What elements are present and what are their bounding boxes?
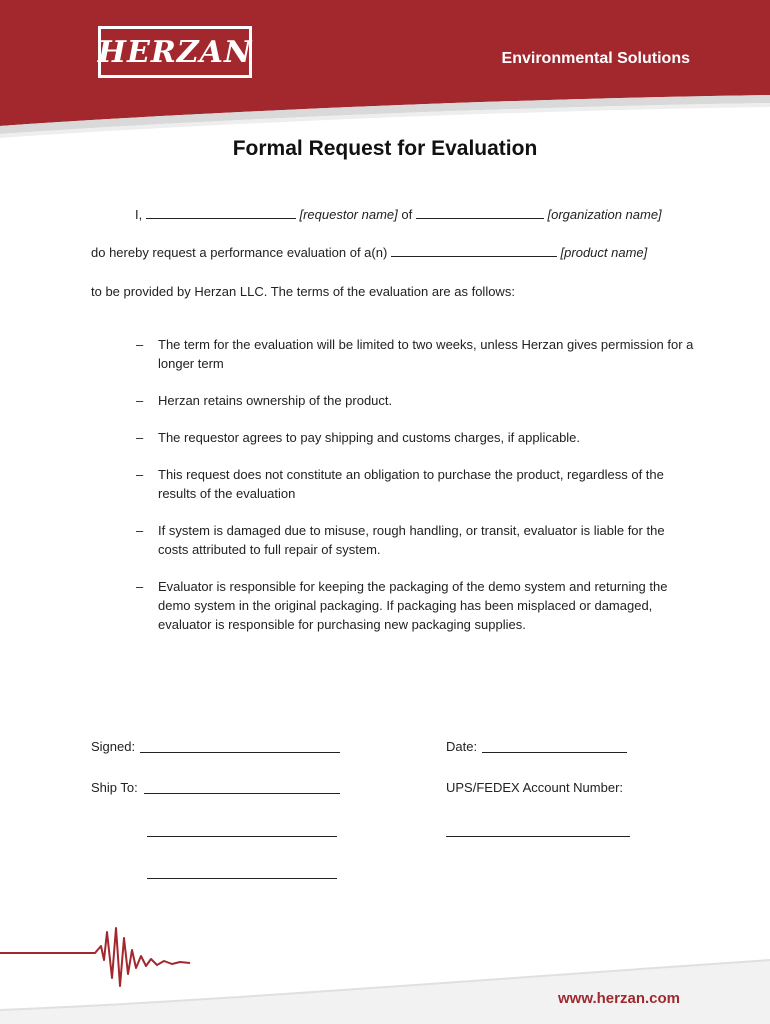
dash-bullet: – xyxy=(136,337,144,352)
ship-to-field-1[interactable] xyxy=(144,793,340,794)
footer-url[interactable]: www.herzan.com xyxy=(558,990,680,1007)
ship-to-field-2[interactable] xyxy=(147,836,337,837)
intro-line-1 xyxy=(135,207,662,222)
signature-field[interactable] xyxy=(140,752,340,753)
account-number-field[interactable] xyxy=(446,836,630,837)
date-field[interactable] xyxy=(482,752,627,753)
intro-line-3: to be provided by Herzan LLC. The terms of the evaluation are as follows: xyxy=(91,284,515,299)
term-item xyxy=(136,465,696,503)
term-item xyxy=(136,577,696,634)
organization-hint: [organization name] xyxy=(547,207,662,222)
terms-list xyxy=(136,335,696,652)
term-item xyxy=(136,391,696,410)
intro-prefix: I, xyxy=(135,207,143,222)
term-item xyxy=(136,521,696,559)
request-text: do hereby request a performance evaluation of a(n) xyxy=(91,245,388,260)
term-text: The requestor agrees to pay shipping and customs charges, if applicable. xyxy=(158,430,581,445)
of-text: of xyxy=(401,207,413,222)
product-hint: [product name] xyxy=(560,245,648,260)
footer-graphic xyxy=(0,920,770,1024)
dash-bullet: – xyxy=(136,430,144,445)
ship-to-label: Ship To: xyxy=(91,780,138,795)
signal-wave-icon xyxy=(0,928,190,986)
document-title: Formal Request for Evaluation xyxy=(232,137,538,160)
dash-bullet: – xyxy=(136,579,144,594)
requestor-name-field[interactable] xyxy=(146,207,296,219)
term-text: This request does not constitute an obligation to purchase the product, regardless of the results of the evaluation xyxy=(158,467,664,501)
term-item xyxy=(136,335,696,373)
term-item xyxy=(136,428,696,447)
account-number-label: UPS/FEDEX Account Number: xyxy=(446,780,624,795)
herzan-logo xyxy=(98,26,252,78)
logo-text: HERZAN xyxy=(97,34,253,70)
dash-bullet: – xyxy=(136,467,144,482)
dash-bullet: – xyxy=(136,393,144,408)
signed-label: Signed: xyxy=(91,739,136,754)
organization-name-field[interactable] xyxy=(416,207,544,219)
term-text: Herzan retains ownership of the product. xyxy=(158,393,393,408)
term-text: If system is damaged due to misuse, rough handling, or transit, evaluator is liable for the costs attributed to full repair of system. xyxy=(158,523,665,557)
requestor-hint: [requestor name] xyxy=(299,207,398,222)
ship-to-field-3[interactable] xyxy=(147,878,337,879)
term-text: Evaluator is responsible for keeping the packaging of the demo system and returning the demo system in the original packaging. If packaging has been misplaced or damaged, evaluator is responsible for purchasing new packaging supplies. xyxy=(158,579,668,632)
term-text: The term for the evaluation will be limited to two weeks, unless Herzan gives permission for a longer term xyxy=(158,337,694,371)
product-name-field[interactable] xyxy=(391,245,557,257)
header-tagline: Environmental Solutions xyxy=(501,50,690,67)
intro-line-2 xyxy=(91,245,647,260)
dash-bullet: – xyxy=(136,523,144,538)
date-label: Date: xyxy=(446,739,478,754)
